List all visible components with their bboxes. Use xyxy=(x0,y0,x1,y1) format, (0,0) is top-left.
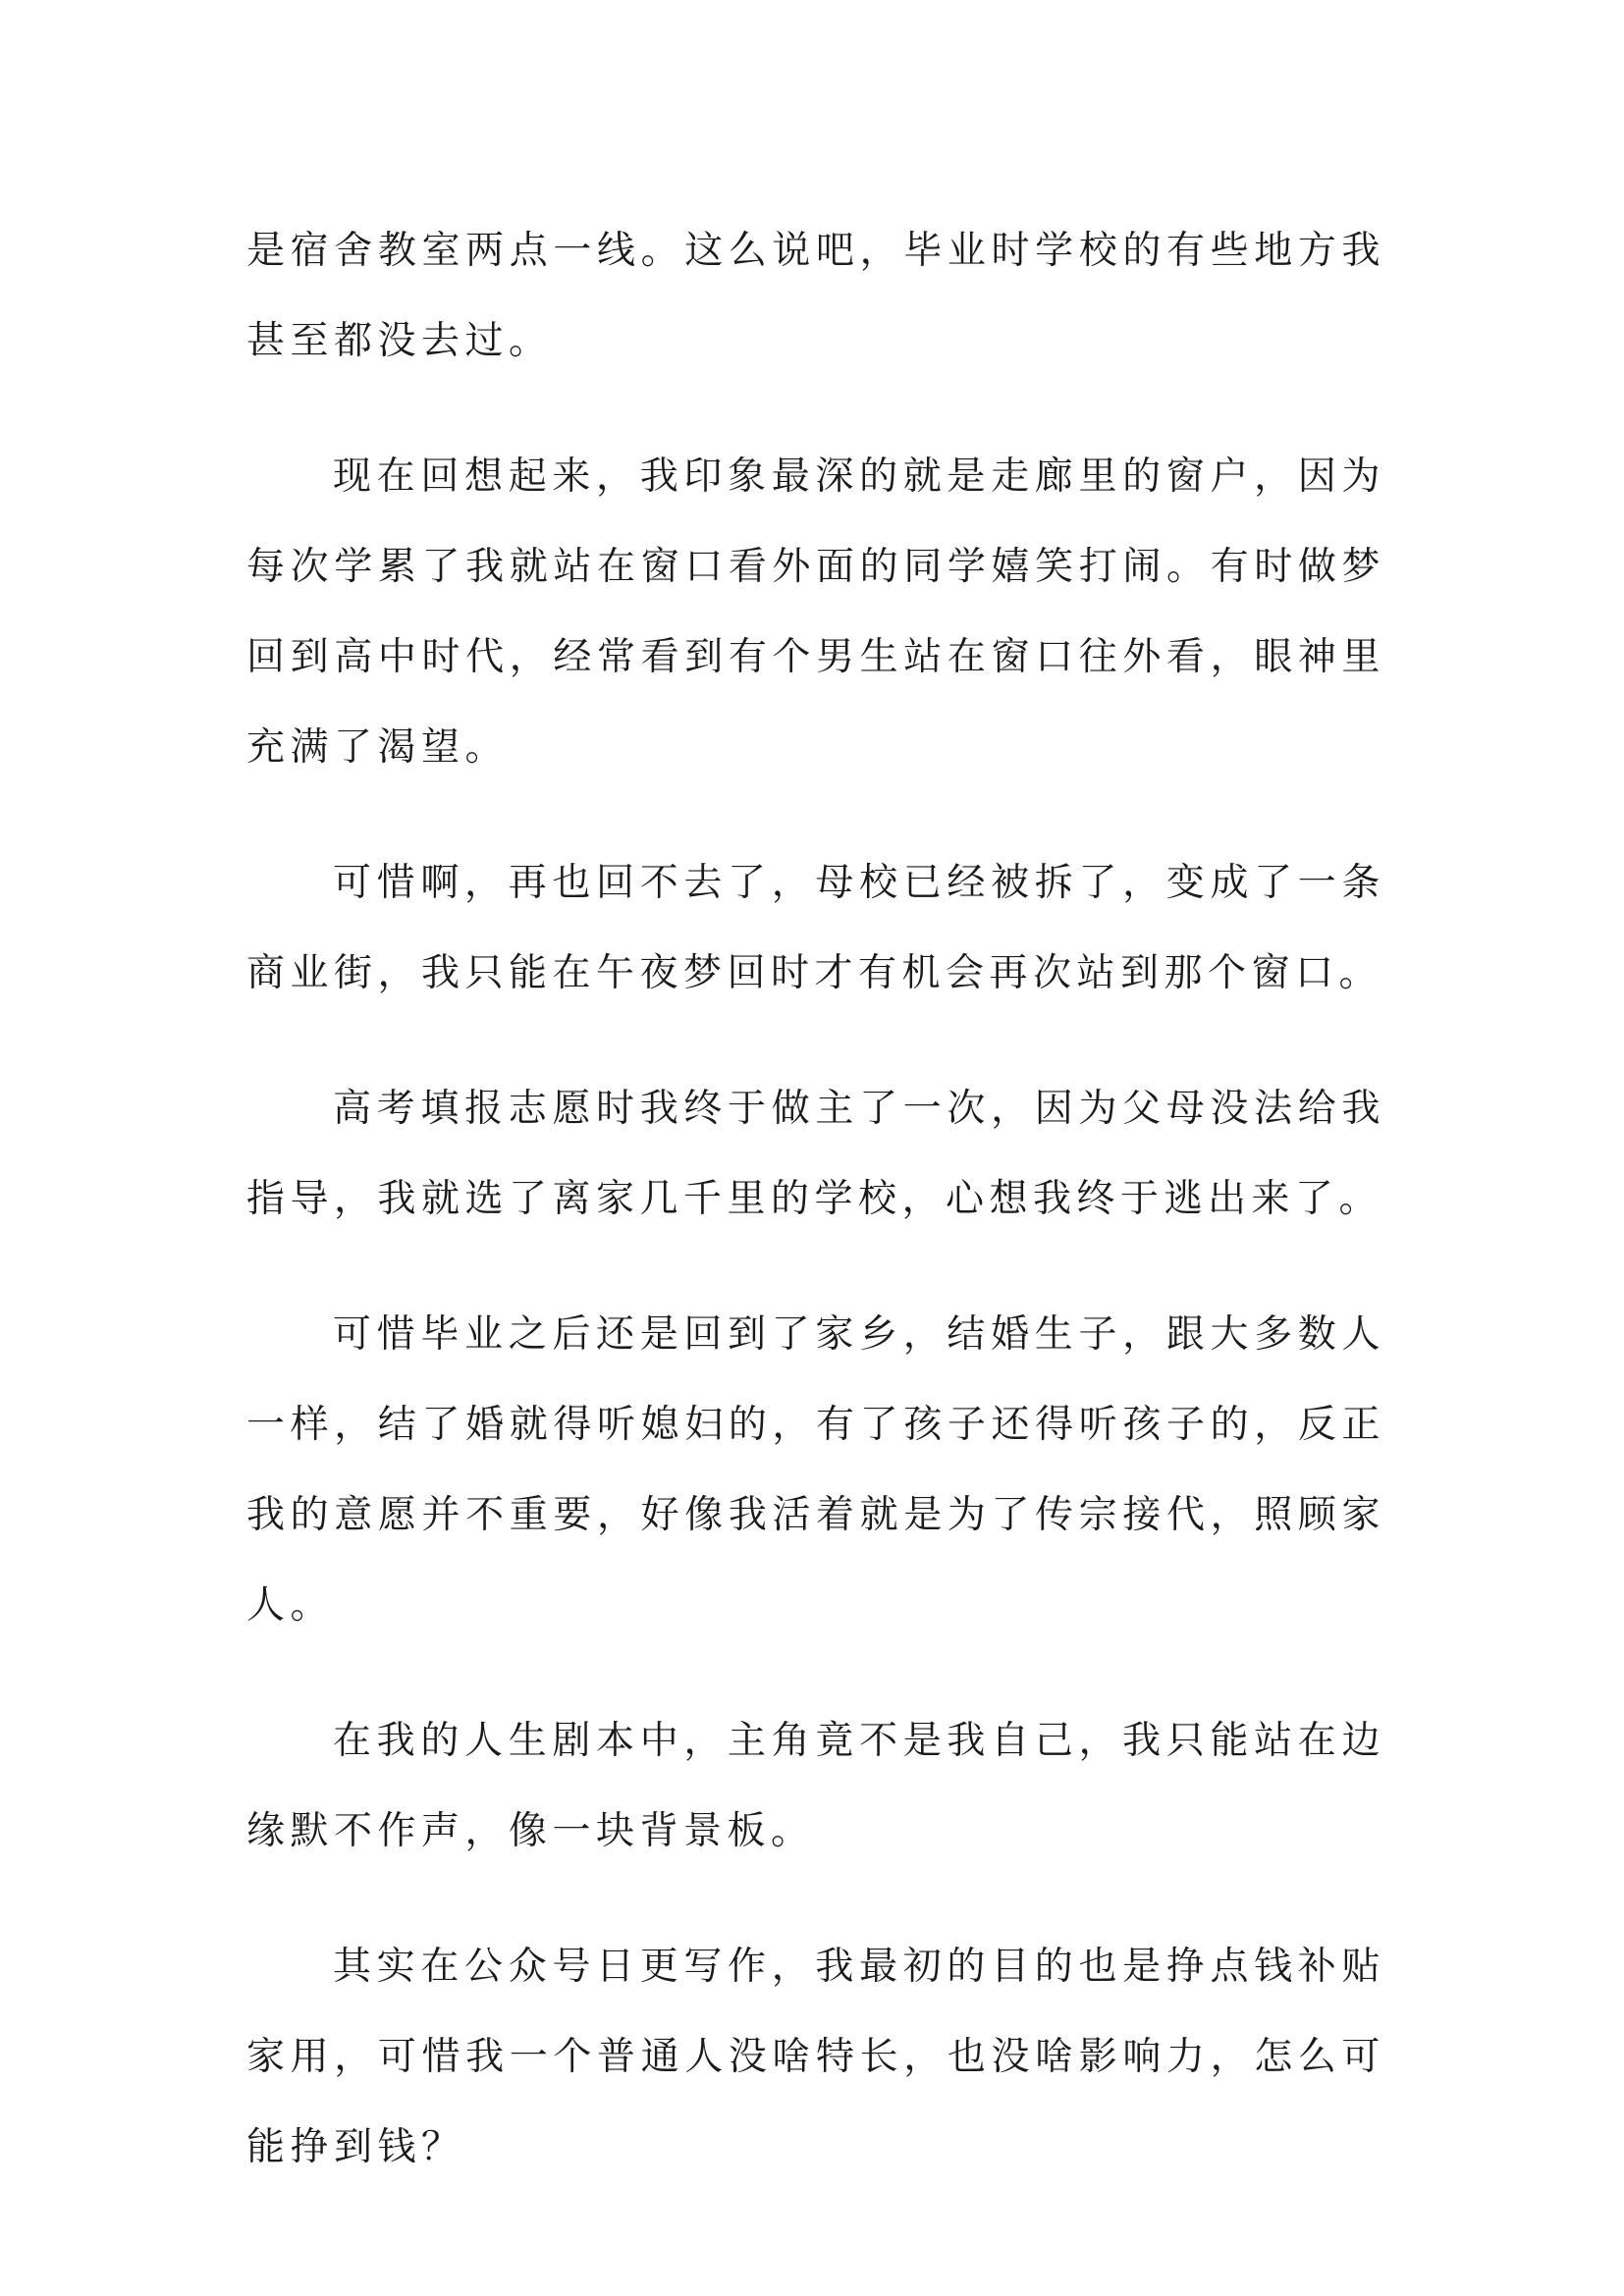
paragraph: 现在回想起来，我印象最深的就是走廊里的窗户，因为每次学累了我就站在窗口看外面的同学嬉笑打闹。有时做梦回到高中时代，经常看到有个男生站在窗口往外看，眼神里充满了渴望。 xyxy=(246,454,1385,770)
paragraph: 其实在公众号日更写作，我最初的目的也是挣点钱补贴家用，可惜我一个普通人没啥特长，也没啥影响力，怎么可能挣到钱？ xyxy=(246,1945,1385,2169)
paragraph: 可惜毕业之后还是回到了家乡，结婚生子，跟大多数人一样，结了婚就得听媳妇的，有了孩子还得听孩子的，反正我的意愿并不重要，好像我活着就是为了传宗接代，照顾家人。 xyxy=(246,1312,1385,1628)
paragraph: 可惜啊，再也回不去了，母校已经被拆了，变成了一条商业街，我只能在午夜梦回时才有机会再次站到那个窗口。 xyxy=(246,861,1385,995)
paragraph: 在我的人生剧本中，主角竟不是我自己，我只能站在边缘默不作声，像一块背景板。 xyxy=(246,1719,1385,1853)
paragraph: 高考填报志愿时我终于做主了一次，因为父母没法给我指导，我就选了离家几千里的学校，心想我终于逃出来了。 xyxy=(246,1087,1385,1221)
paragraph-continued: 是宿舍教室两点一线。这么说吧，毕业时学校的有些地方我甚至都没去过。 xyxy=(246,229,1385,363)
body-text xyxy=(246,206,1385,2238)
